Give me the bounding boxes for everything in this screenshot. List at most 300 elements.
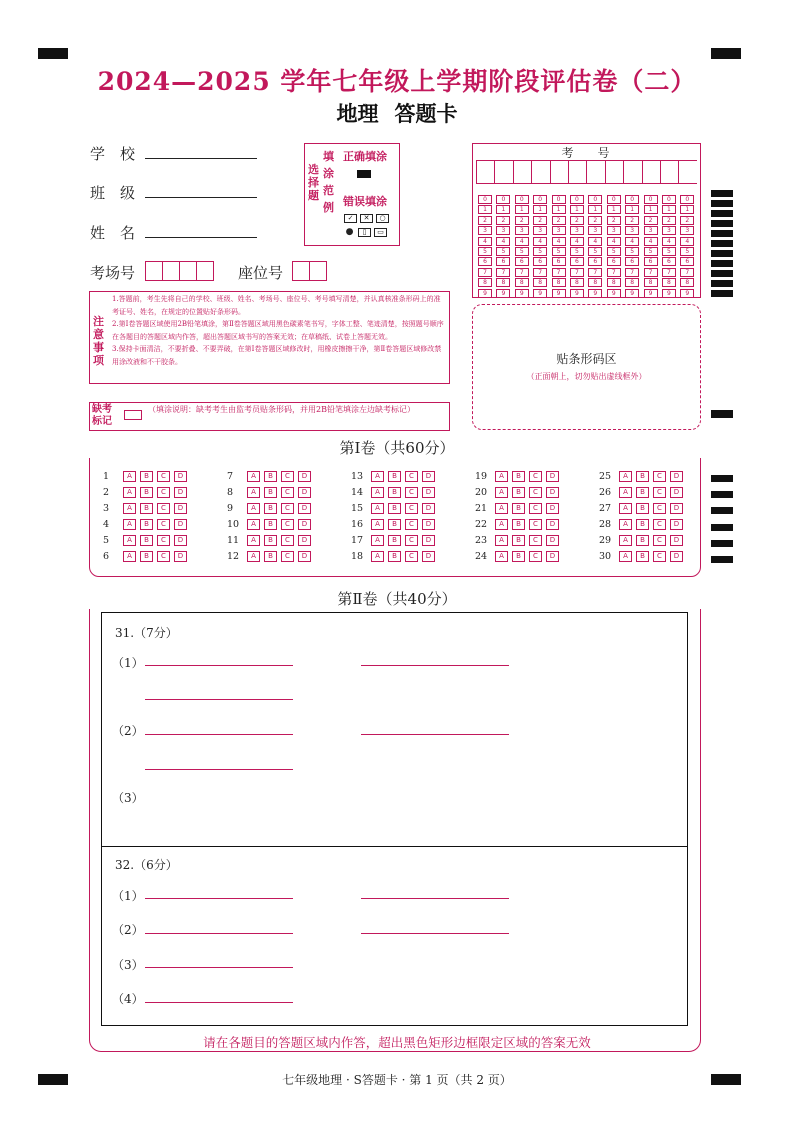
exam-number-bubble[interactable]: 6 [625,257,639,266]
choice-bubble-a[interactable]: A [495,519,508,530]
exam-number-bubble[interactable]: 8 [625,278,639,287]
exam-number-bubble[interactable]: 9 [570,289,584,298]
exam-number-bubble[interactable]: 5 [588,247,602,256]
seat-label: 座位号 [238,264,284,282]
exam-number-bubble[interactable]: 1 [496,205,510,214]
exam-number-bubble[interactable]: 9 [644,289,658,298]
exam-number-bubble[interactable]: 8 [552,278,566,287]
exam-number-bubble[interactable]: 5 [644,247,658,256]
exam-number-bubble[interactable]: 5 [662,247,676,256]
exam-number-bubble[interactable]: 5 [533,247,547,256]
choice-bubble-b[interactable]: B [140,535,153,546]
exam-number-bubble[interactable]: 4 [552,237,566,246]
question-number: 16 [351,518,364,530]
exam-number-bubble[interactable]: 7 [680,268,694,277]
exam-number-bubble[interactable]: 4 [478,237,492,246]
exam-number-bubble[interactable]: 2 [552,216,566,225]
absent-bubble[interactable] [124,410,142,420]
exam-number-bubble[interactable]: 9 [552,289,566,298]
exam-number-bubble[interactable]: 4 [515,237,529,246]
exam-number-bubble[interactable]: 0 [570,195,584,204]
exam-number-bubble[interactable]: 4 [680,237,694,246]
choice-bubble-a[interactable]: A [619,487,632,498]
choice-bubble-b[interactable]: B [140,551,153,562]
exam-number-bubble[interactable]: 1 [607,205,621,214]
exam-number-bubble[interactable]: 8 [644,278,658,287]
exam-number-bubble[interactable]: 6 [552,257,566,266]
exam-number-bubble[interactable]: 9 [625,289,639,298]
exam-number-bubble[interactable]: 2 [478,216,492,225]
exam-number-bubble[interactable]: 6 [662,257,676,266]
choice-bubble-d[interactable]: D [174,487,187,498]
exam-number-bubble[interactable]: 9 [607,289,621,298]
choice-bubble-a[interactable]: A [371,519,384,530]
choice-row [351,468,439,484]
choice-bubble-b[interactable]: B [636,471,649,482]
choice-bubble-d[interactable]: D [298,551,311,562]
exam-number-bubble[interactable]: 9 [680,289,694,298]
exam-number-bubble[interactable]: 9 [515,289,529,298]
choice-bubble-a[interactable]: A [247,487,260,498]
choice-row [103,548,191,564]
choice-bubble-a[interactable]: A [495,551,508,562]
choice-bubble-c[interactable]: C [157,551,170,562]
q32-part3-line[interactable] [145,967,293,968]
exam-number-bubble[interactable]: 4 [607,237,621,246]
choice-bubble-d[interactable]: D [422,471,435,482]
choice-bubble-a[interactable]: A [123,503,136,514]
choice-bubble-a[interactable]: A [371,535,384,546]
choice-bubble-d[interactable]: D [546,471,559,482]
choice-bubble-c[interactable]: C [281,519,294,530]
exam-number-write-cell[interactable] [586,161,604,183]
exam-number-bubble[interactable]: 3 [625,226,639,235]
exam-number-bubble[interactable]: 1 [662,205,676,214]
q31-part1-line-b[interactable] [361,665,509,666]
exam-number-label: 考 号 [561,146,610,160]
choice-bubble-d[interactable]: D [546,503,559,514]
exam-number-bubble[interactable]: 0 [588,195,602,204]
choice-bubble-c[interactable]: C [157,471,170,482]
exam-number-bubble[interactable]: 2 [515,216,529,225]
choice-bubble-a[interactable]: A [247,519,260,530]
choice-bubble-a[interactable]: A [619,471,632,482]
choice-row [227,532,315,548]
exam-number-bubble[interactable]: 7 [625,268,639,277]
q31-part2-line-b[interactable] [361,734,509,735]
exam-number-bubble[interactable]: 8 [515,278,529,287]
exam-number-bubble[interactable]: 5 [607,247,621,256]
exam-number-bubble[interactable]: 6 [607,257,621,266]
exam-number-bubble[interactable]: 0 [478,195,492,204]
exam-number-write-cell[interactable] [531,161,549,183]
exam-number-bubble[interactable]: 3 [570,226,584,235]
choice-bubble-a[interactable]: A [495,471,508,482]
choice-bubble-b[interactable]: B [264,535,277,546]
choice-bubble-c[interactable]: C [281,487,294,498]
choice-bubble-c[interactable]: C [529,487,542,498]
choice-bubble-a[interactable]: A [619,519,632,530]
exam-number-bubble[interactable]: 5 [496,247,510,256]
choice-bubble-c[interactable]: C [653,535,666,546]
question-number: 2 [103,486,110,498]
exam-number-bubble[interactable]: 7 [533,268,547,277]
choice-bubble-b[interactable]: B [636,535,649,546]
choice-bubble-d[interactable]: D [174,503,187,514]
choice-bubble-c[interactable]: C [157,535,170,546]
page-title: 2024—2025 学年七年级上学期阶段评估卷（二） [97,67,697,96]
choice-bubble-b[interactable]: B [388,551,401,562]
exam-number-write-cell[interactable] [494,161,512,183]
choice-bubble-d[interactable]: D [174,551,187,562]
timing-mark [711,230,733,237]
exam-number-bubble[interactable]: 1 [515,205,529,214]
registration-mark-top-left [38,48,68,59]
exam-number-bubble[interactable]: 7 [644,268,658,277]
exam-number-bubble[interactable]: 8 [570,278,584,287]
q32-part1-line-a[interactable] [145,898,293,899]
registration-mark-top-right [711,48,741,59]
exam-number-bubble[interactable]: 2 [570,216,584,225]
choice-bubble-d[interactable]: D [546,551,559,562]
choice-bubble-b[interactable]: B [512,487,525,498]
choice-bubble-b[interactable]: B [512,535,525,546]
q31-part1-line-a[interactable] [145,665,293,666]
choice-bubble-d[interactable]: D [298,471,311,482]
exam-number-bubble[interactable]: 8 [588,278,602,287]
choice-bubble-c[interactable]: C [281,551,294,562]
choice-bubble-a[interactable]: A [371,471,384,482]
exam-number-bubble[interactable]: 2 [625,216,639,225]
exam-number-bubble[interactable]: 2 [588,216,602,225]
exam-number-write-cell[interactable] [476,161,494,183]
exam-number-bubble[interactable]: 5 [680,247,694,256]
exam-number-bubble[interactable]: 7 [552,268,566,277]
exam-number-write-cell[interactable] [550,161,568,183]
class-field[interactable] [145,197,257,198]
exam-number-bubbles[interactable] [478,186,699,297]
choice-bubble-b[interactable]: B [512,471,525,482]
exam-number-bubble[interactable]: 0 [625,195,639,204]
choice-bubble-c[interactable]: C [405,535,418,546]
exam-number-bubble[interactable]: 7 [607,268,621,277]
exam-number-bubble[interactable]: 8 [662,278,676,287]
name-field[interactable] [145,237,257,238]
choice-bubble-a[interactable]: A [123,551,136,562]
exam-number-bubble[interactable]: 3 [680,226,694,235]
choice-bubble-c[interactable]: C [529,535,542,546]
choice-bubble-a[interactable]: A [371,503,384,514]
q31-part3-label: （3） [112,791,144,805]
choice-bubble-c[interactable]: C [529,519,542,530]
choice-bubble-c[interactable]: C [529,503,542,514]
exam-number-bubble[interactable]: 4 [588,237,602,246]
exam-room-boxes[interactable] [145,260,214,281]
choice-bubble-b[interactable]: B [140,487,153,498]
choice-bubble-d[interactable]: D [670,471,683,482]
choice-bubble-b[interactable]: B [264,503,277,514]
exam-number-bubble[interactable]: 5 [552,247,566,256]
exam-number-write-cell[interactable] [660,161,678,183]
exam-number-write-cell[interactable] [678,161,696,183]
exam-number-bubble[interactable]: 3 [533,226,547,235]
notice-item: 1.答题前，考生先将自己的学校、班级、姓名、考场号、座位号、考号填写清楚，并认真核准条形码上的准考证号、姓名，在规定的位置贴好条形码。 [112,295,441,316]
exam-number-bubble[interactable]: 4 [625,237,639,246]
choice-row [351,500,439,516]
exam-number-bubble[interactable]: 0 [515,195,529,204]
exam-number-bubble[interactable]: 1 [588,205,602,214]
exam-number-bubble[interactable]: 3 [515,226,529,235]
choice-bubble-a[interactable]: A [371,551,384,562]
choice-bubble-d[interactable]: D [546,519,559,530]
choice-bubble-b[interactable]: B [636,551,649,562]
exam-number-bubble[interactable]: 4 [570,237,584,246]
exam-number-bubble[interactable]: 6 [644,257,658,266]
q32-part2-line-b[interactable] [361,933,509,934]
choice-bubble-a[interactable]: A [495,487,508,498]
exam-number-bubble[interactable]: 6 [478,257,492,266]
choice-bubble-a[interactable]: A [619,503,632,514]
choice-bubble-c[interactable]: C [157,503,170,514]
exam-number-bubble[interactable]: 5 [478,247,492,256]
exam-number-bubble[interactable]: 3 [552,226,566,235]
choice-bubble-d[interactable]: D [422,551,435,562]
question-number: 24 [475,550,488,562]
exam-number-write-cell[interactable] [513,161,531,183]
choice-bubble-c[interactable]: C [653,503,666,514]
q32-part3-label: （3） [112,958,144,972]
timing-mark [711,280,733,287]
choice-bubble-b[interactable]: B [388,471,401,482]
choice-bubble-a[interactable]: A [619,551,632,562]
choice-bubble-a[interactable]: A [123,535,136,546]
choice-bubble-b[interactable]: B [388,519,401,530]
exam-number-bubble[interactable]: 7 [478,268,492,277]
q32-part2-line-a[interactable] [145,933,293,934]
choice-bubble-a[interactable]: A [495,503,508,514]
choice-row [599,516,687,532]
exam-number-bubble[interactable]: 6 [680,257,694,266]
timing-mark [711,250,733,257]
exam-number-bubble[interactable]: 7 [496,268,510,277]
choice-bubble-d[interactable]: D [422,503,435,514]
exam-number-bubble[interactable]: 6 [496,257,510,266]
choice-bubble-d[interactable]: D [174,519,187,530]
exam-number-bubble[interactable]: 2 [496,216,510,225]
dot-mark-icon: ● [345,227,354,237]
choice-bubble-b[interactable]: B [264,551,277,562]
exam-number-bubble[interactable]: 0 [644,195,658,204]
choice-bubble-c[interactable]: C [405,551,418,562]
choice-bubble-b[interactable]: B [636,487,649,498]
exam-number-bubble[interactable]: 9 [533,289,547,298]
choice-bubble-d[interactable]: D [670,519,683,530]
choice-bubble-c[interactable]: C [281,471,294,482]
exam-number-bubble[interactable]: 4 [533,237,547,246]
exam-number-bubble[interactable]: 6 [533,257,547,266]
choice-bubble-a[interactable]: A [123,519,136,530]
wrong-fill-label: 错误填涂 [343,195,387,208]
exam-number-bubble[interactable]: 1 [533,205,547,214]
choice-bubble-c[interactable]: C [653,471,666,482]
exam-number-bubble[interactable]: 3 [607,226,621,235]
exam-number-bubble[interactable]: 5 [570,247,584,256]
exam-number-bubble[interactable]: 0 [607,195,621,204]
seat-boxes[interactable] [292,260,327,281]
exam-number-bubble[interactable]: 3 [644,226,658,235]
choice-row [599,548,687,564]
choice-bubble-a[interactable]: A [247,551,260,562]
choice-bubble-b[interactable]: B [264,487,277,498]
choice-bubble-b[interactable]: B [512,551,525,562]
timing-mark [711,190,733,197]
choice-bubble-d[interactable]: D [670,551,683,562]
choice-bubble-b[interactable]: B [388,487,401,498]
exam-number-bubble[interactable]: 4 [644,237,658,246]
exam-number-write-cell[interactable] [605,161,623,183]
choice-bubble-c[interactable]: C [653,519,666,530]
exam-number-write-row[interactable] [476,160,697,184]
exam-number-bubble[interactable]: 9 [588,289,602,298]
exam-number-bubble[interactable]: 1 [680,205,694,214]
exam-number-bubble[interactable]: 3 [588,226,602,235]
choice-bubble-c[interactable]: C [653,487,666,498]
choice-bubble-a[interactable]: A [371,487,384,498]
exam-number-write-cell[interactable] [642,161,660,183]
q32-part4-line[interactable] [145,1002,293,1003]
exam-number-bubble[interactable]: 7 [588,268,602,277]
choice-bubble-a[interactable]: A [247,535,260,546]
exam-number-bubble[interactable]: 0 [662,195,676,204]
exam-number-bubble[interactable]: 9 [662,289,676,298]
exam-number-bubble[interactable]: 8 [496,278,510,287]
choice-bubble-c[interactable]: C [653,551,666,562]
choice-bubble-d[interactable]: D [298,487,311,498]
exam-number-bubble[interactable]: 1 [478,205,492,214]
exam-number-bubble[interactable]: 5 [515,247,529,256]
choice-bubble-d[interactable]: D [298,519,311,530]
choice-bubble-c[interactable]: C [405,519,418,530]
question-number: 26 [599,486,612,498]
exam-number-bubble[interactable]: 7 [662,268,676,277]
exam-number-bubble[interactable]: 3 [496,226,510,235]
choice-bubble-b[interactable]: B [140,519,153,530]
choice-bubble-d[interactable]: D [298,535,311,546]
exam-number-bubble[interactable]: 7 [515,268,529,277]
choice-bubble-c[interactable]: C [157,519,170,530]
choice-bubble-c[interactable]: C [529,551,542,562]
exam-number-bubble[interactable]: 3 [662,226,676,235]
exam-number-bubble[interactable]: 8 [533,278,547,287]
exam-number-bubble[interactable]: 2 [662,216,676,225]
choice-bubble-a[interactable]: A [619,535,632,546]
exam-number-bubble[interactable]: 5 [625,247,639,256]
exam-number-bubble[interactable]: 1 [625,205,639,214]
exam-number-bubble[interactable]: 2 [607,216,621,225]
choice-bubble-b[interactable]: B [264,519,277,530]
exam-number-write-cell[interactable] [568,161,586,183]
choice-bubble-d[interactable]: D [422,487,435,498]
exam-number-bubble[interactable]: 8 [478,278,492,287]
choice-bubble-b[interactable]: B [636,503,649,514]
exam-number-bubble[interactable]: 8 [607,278,621,287]
choice-bubble-d[interactable]: D [670,535,683,546]
choice-bubble-d[interactable]: D [298,503,311,514]
question-number: 23 [475,534,488,546]
choice-bubble-d[interactable]: D [174,471,187,482]
choice-bubble-c[interactable]: C [405,487,418,498]
exam-number-bubble[interactable]: 2 [644,216,658,225]
choice-bubble-a[interactable]: A [123,471,136,482]
choice-row [227,468,315,484]
choice-bubble-c[interactable]: C [529,471,542,482]
exam-number-bubble[interactable]: 1 [552,205,566,214]
q31-part2-line-c[interactable] [145,769,293,770]
choice-bubble-d[interactable]: D [546,535,559,546]
choice-bubble-b[interactable]: B [388,535,401,546]
q32-part1-line-b[interactable] [361,898,509,899]
choice-bubble-d[interactable]: D [174,535,187,546]
exam-number-bubble[interactable]: 6 [588,257,602,266]
choice-bubble-d[interactable]: D [422,519,435,530]
choice-bubble-b[interactable]: B [140,503,153,514]
exam-number-bubble[interactable]: 6 [515,257,529,266]
choice-bubble-d[interactable]: D [546,487,559,498]
choice-bubble-b[interactable]: B [264,471,277,482]
choice-bubble-d[interactable]: D [670,487,683,498]
exam-number-bubble[interactable]: 2 [680,216,694,225]
exam-number-bubble[interactable]: 6 [570,257,584,266]
exam-number-bubble[interactable]: 0 [552,195,566,204]
cross-mark-icon: ✕ [360,214,373,223]
choice-bubble-b[interactable]: B [140,471,153,482]
choice-bubble-a[interactable]: A [247,503,260,514]
exam-number-bubble[interactable]: 4 [496,237,510,246]
choice-bubble-b[interactable]: B [388,503,401,514]
exam-number-bubble[interactable]: 0 [533,195,547,204]
choice-bubble-c[interactable]: C [281,535,294,546]
exam-number-bubble[interactable]: 9 [478,289,492,298]
choice-bubble-a[interactable]: A [247,471,260,482]
exam-number-bubble[interactable]: 9 [496,289,510,298]
exam-number-write-cell[interactable] [623,161,641,183]
exam-number-bubble[interactable]: 0 [496,195,510,204]
q31-part2-line-a[interactable] [145,734,293,735]
choice-bubble-b[interactable]: B [512,519,525,530]
choice-bubble-c[interactable]: C [281,503,294,514]
choice-bubble-d[interactable]: D [422,535,435,546]
q31-part1-line-c[interactable] [145,699,293,700]
choice-bubble-d[interactable]: D [670,503,683,514]
choice-bubble-a[interactable]: A [495,535,508,546]
exam-number-bubble[interactable]: 7 [570,268,584,277]
choice-bubble-b[interactable]: B [636,519,649,530]
choice-bubble-a[interactable]: A [123,487,136,498]
choice-bubble-c[interactable]: C [405,471,418,482]
choice-bubble-c[interactable]: C [157,487,170,498]
exam-number-bubble[interactable]: 0 [680,195,694,204]
exam-number-bubble[interactable]: 2 [533,216,547,225]
school-field[interactable] [145,158,257,159]
exam-number-bubble[interactable]: 1 [570,205,584,214]
exam-number-bubble[interactable]: 1 [644,205,658,214]
choice-bubble-b[interactable]: B [512,503,525,514]
choice-bubble-c[interactable]: C [405,503,418,514]
exam-number-bubble[interactable]: 3 [478,226,492,235]
exam-number-row [478,269,699,287]
exam-number-bubble[interactable]: 4 [662,237,676,246]
exam-number-bubble[interactable]: 8 [680,278,694,287]
